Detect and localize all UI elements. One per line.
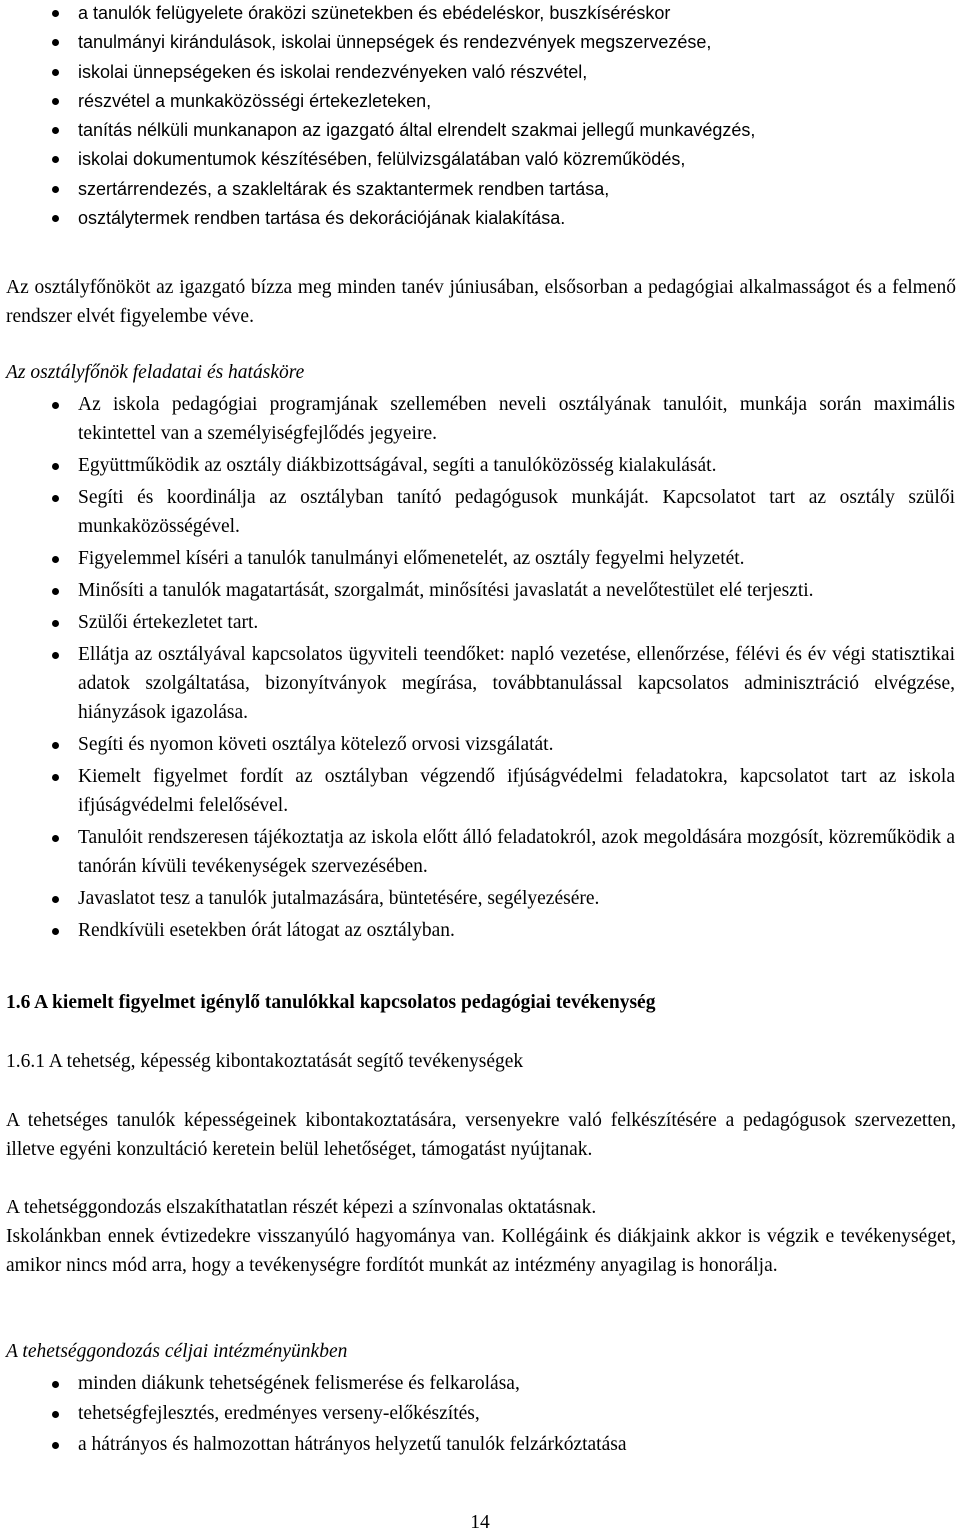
list-item: Ellátja az osztályával kapcsolatos ügyviteli teendőket: napló vezetése, ellenőrzése, félévi és év végi statisztikai adatok szolgáltatása, bizonyítványok megírása, továbbtanulással kapcsolatos adminisztráció elvégzése, hiányzások igazolása. [0, 640, 955, 727]
paragraph-iskolankban: Iskolánkban ennek évtizedekre visszanyúló hagyománya van. Kollégáink és diákjaink akkor is végzik e tevékenységet, amikor nincs mód arra, hogy a tevékenységre fordítót munkát az intézmény anyagilag is honorálja. [6, 1226, 956, 1276]
bullet-icon [52, 39, 59, 46]
list-item: Együttműködik az osztály diákbizottságával, segíti a tanulóközösség kialakulását. [0, 451, 955, 480]
bullet-icon [52, 1381, 59, 1388]
subheading-feladatai: Az osztályfőnök feladatai és hatásköre [6, 362, 305, 383]
duties-list [0, 0, 960, 233]
list-item: Rendkívüli esetekben órát látogat az osztályban. [0, 916, 955, 945]
list-item: Figyelemmel kíséri a tanulók tanulmányi előmenetelét, az osztály fegyelmi helyzetét. [0, 544, 955, 573]
list-item: részvétel a munkaközösségi értekezleteken, [0, 87, 960, 116]
list-item: Javaslatot tesz a tanulók jutalmazására, büntetésére, segélyezésére. [0, 884, 955, 913]
bullet-icon [52, 774, 59, 781]
page-number: 14 [470, 1512, 490, 1533]
feladatai-list [0, 390, 955, 948]
bullet-icon [52, 156, 59, 163]
paragraph-osztalyfonok: Az osztályfőnököt az igazgató bízza meg minden tanév júniusában, elsősorban a pedagógiai alkalmasságot és a felmenő rendszer elvét figyelembe véve. [6, 277, 956, 327]
bullet-icon [52, 215, 59, 222]
bullet-icon [52, 1411, 59, 1418]
list-item: iskolai dokumentumok készítésében, felülvizsgálatában való közreműködés, [0, 145, 960, 174]
bullet-icon [52, 620, 59, 627]
bullet-icon [52, 556, 59, 563]
list-item: Kiemelt figyelmet fordít az osztályban végzendő ifjúságvédelmi feladatokra, kapcsolatot tart az iskola ifjúságvédelmi felelősével. [0, 762, 955, 820]
bullet-icon [52, 127, 59, 134]
list-item: minden diákunk tehetségének felismerése és felkarolása, [0, 1369, 955, 1398]
list-item: Az iskola pedagógiai programjának szellemében neveli osztályának tanulóit, munkája során maximális tekintettel van a személyiségfejlődés jegyeire. [0, 390, 955, 448]
bullet-icon [52, 928, 59, 935]
bullet-icon [52, 402, 59, 409]
list-item: tanulmányi kirándulások, iskolai ünnepségek és rendezvények megszervezése, [0, 28, 960, 57]
list-item: osztálytermek rendben tartása és dekorációjának kialakítása. [0, 204, 960, 233]
list-item: tehetségfejlesztés, eredményes verseny-előkészítés, [0, 1399, 955, 1428]
bullet-icon [52, 10, 59, 17]
section-heading: 1.6 A kiemelt figyelmet igénylő tanulókkal kapcsolatos pedagógiai tevékenység [6, 992, 656, 1013]
bullet-icon [52, 588, 59, 595]
list-item: a hátrányos és halmozottan hátrányos helyzetű tanulók felzárkóztatása [0, 1430, 955, 1459]
paragraph-tehetseggondozas: A tehetséggondozás elszakíthatatlan részét képezi a színvonalas oktatásnak. [6, 1197, 597, 1218]
list-item: szertárrendezés, a szakleltárak és szaktantermek rendben tartása, [0, 175, 960, 204]
bullet-icon [52, 896, 59, 903]
list-item: tanítás nélküli munkanapon az igazgató által elrendelt szakmai jellegű munkavégzés, [0, 116, 960, 145]
bullet-icon [52, 69, 59, 76]
bullet-icon [52, 742, 59, 749]
list-item: a tanulók felügyelete óraközi szünetekben és ebédeléskor, buszkíséréskor [0, 0, 960, 28]
paragraph-tehetseges: A tehetséges tanulók képességeinek kibontakoztatására, versenyekre való felkészítésére a pedagógusok szervezetten, illetve egyéni konzultáció keretein belül lehetőséget, támogatást nyújtanak. [6, 1110, 956, 1160]
bullet-icon [52, 98, 59, 105]
list-item: Tanulóit rendszeresen tájékoztatja az iskola előtt álló feladatokról, azok megoldására mozgósít, közreműködik a tanórán kívüli tevékenységek szervezésében. [0, 823, 955, 881]
celjai-list [0, 1369, 955, 1460]
bullet-icon [52, 652, 59, 659]
bullet-icon [52, 835, 59, 842]
list-item: iskolai ünnepségeken és iskolai rendezvényeken való részvétel, [0, 58, 960, 87]
list-item: Segíti és koordinálja az osztályban tanító pedagógusok munkáját. Kapcsolatot tart az osztály szülői munkaközösségével. [0, 483, 955, 541]
bullet-icon [52, 463, 59, 470]
list-item: Szülői értekezletet tart. [0, 608, 955, 637]
subsection-heading: 1.6.1 A tehetség, képesség kibontakoztatását segítő tevékenységek [6, 1051, 524, 1072]
bullet-icon [52, 1442, 59, 1449]
subheading-celjai: A tehetséggondozás céljai intézményünkben [6, 1341, 348, 1362]
list-item: Segíti és nyomon követi osztálya kötelező orvosi vizsgálatát. [0, 730, 955, 759]
bullet-icon [52, 495, 59, 502]
list-item: Minősíti a tanulók magatartását, szorgalmát, minősítési javaslatát a nevelőtestület elé terjeszti. [0, 576, 955, 605]
bullet-icon [52, 186, 59, 193]
